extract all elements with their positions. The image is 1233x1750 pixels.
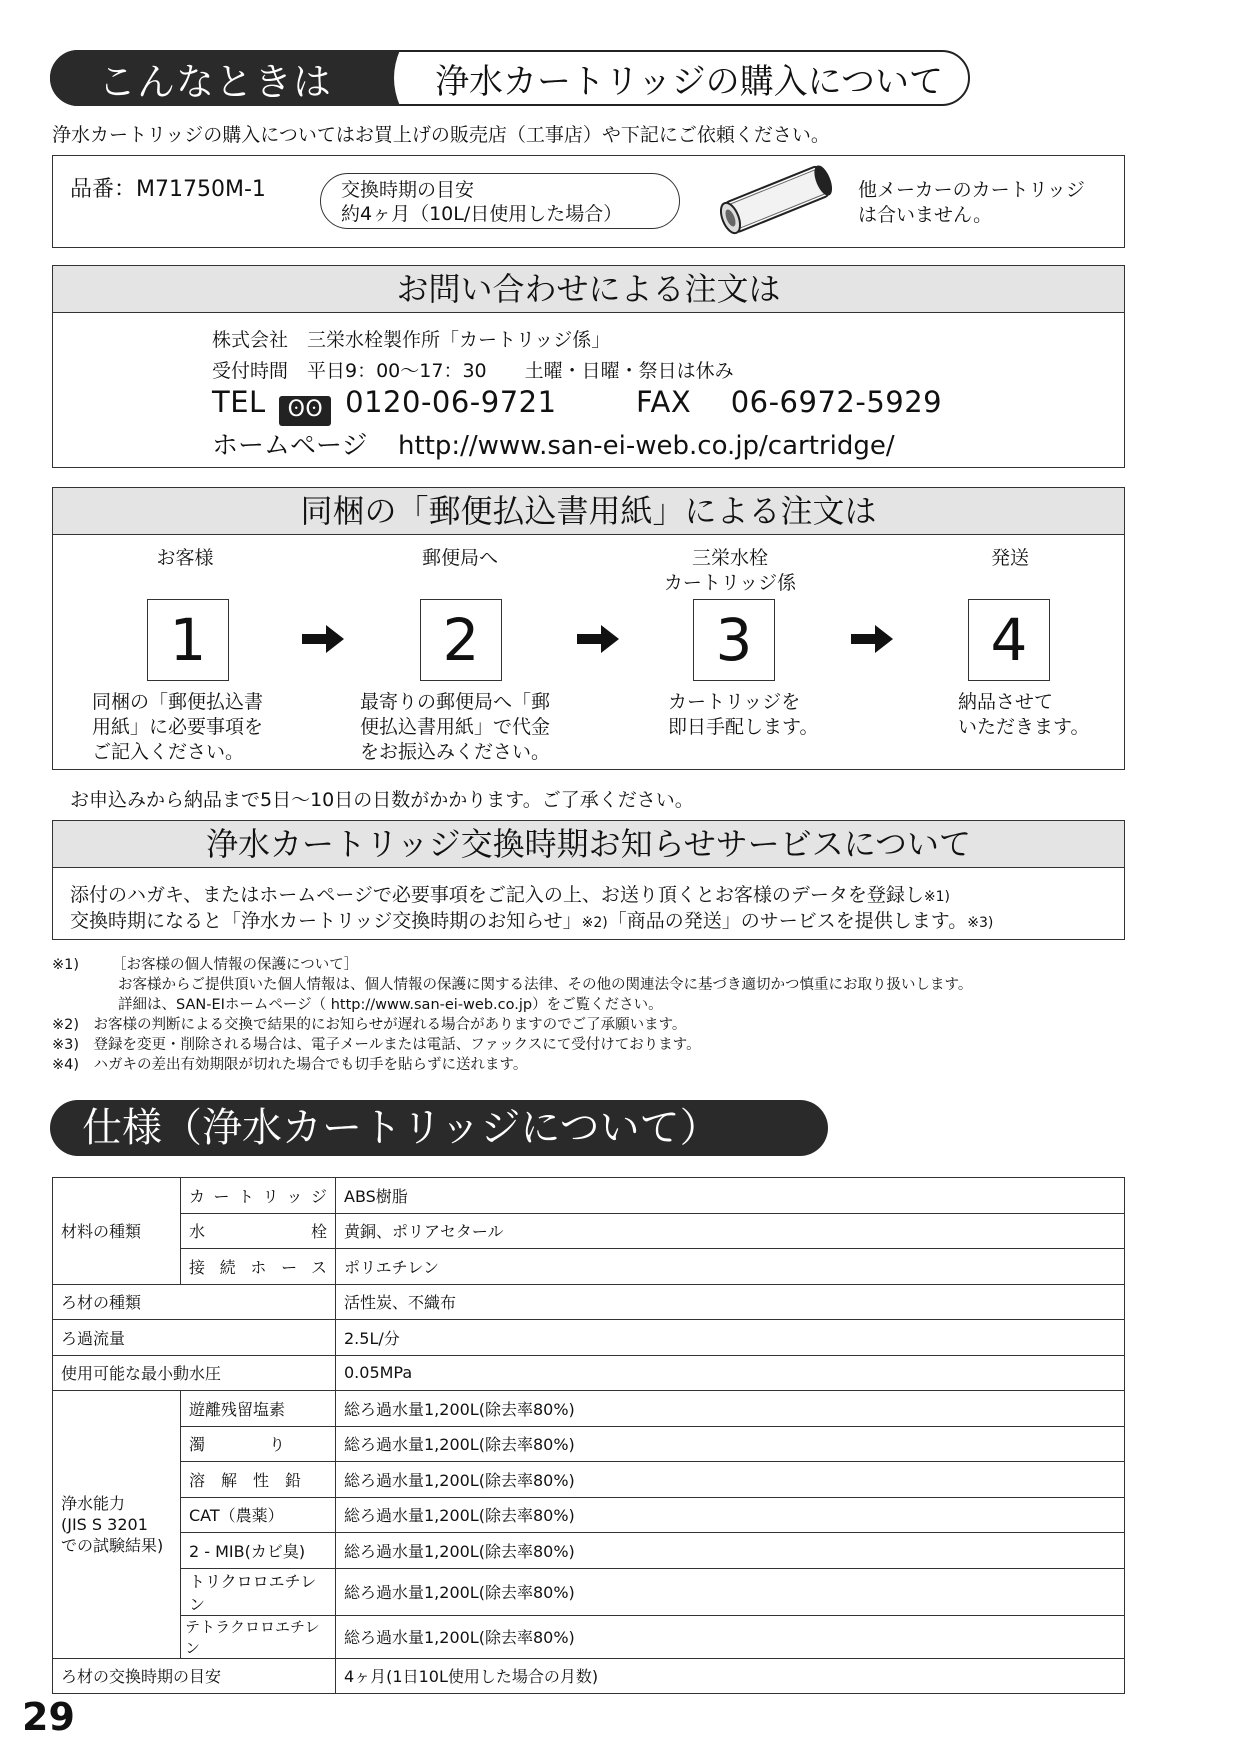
fax-label: FAX (636, 385, 692, 419)
table-row (53, 1568, 1125, 1615)
capacity-group-line: (JIS S 3201 (61, 1514, 148, 1534)
step-2-box: 2 (420, 599, 502, 681)
reception-hours: 受付時間 平日9：00～17：30 土曜・日曜・祭日は休み (212, 360, 734, 382)
capacity-label: 遊離残留塩素 (181, 1391, 336, 1427)
step-4-label: 発送 (990, 547, 1029, 569)
capacity-value: 総ろ過水量1,200L(除去率80%) (336, 1615, 1125, 1658)
section-header-purchase (50, 50, 970, 106)
filter-type-value: 活性炭、不織布 (336, 1284, 1125, 1320)
footnote-3: ※3) 登録を変更・削除される場合は、電子メールまたは電話、ファックスにて受付けております。 (52, 1037, 701, 1053)
replacement-oval (320, 173, 680, 229)
table-row (53, 1213, 1125, 1249)
note-line-1: 他メーカーのカートリッジ (858, 179, 1085, 201)
capacity-group-line: 浄水能力 (61, 1493, 126, 1513)
step-1-label: お客様 (156, 547, 214, 569)
step-3-desc-line: カートリッジを (668, 691, 801, 713)
hose-label: 接続ホース (181, 1249, 336, 1285)
step-3-desc-line: 即日手配します。 (668, 716, 819, 738)
fax-number: 06-6972-5929 (730, 385, 943, 419)
step-2-desc-line: 最寄りの郵便局へ「郵 (360, 691, 551, 713)
section-header-specs: 仕様（浄水カートリッジについて） (50, 1100, 828, 1156)
capacity-label: テトラクロロエチレン (181, 1615, 336, 1658)
table-row (53, 1497, 1125, 1533)
capacity-label: 2 - MIB(カビ臭) (181, 1533, 336, 1569)
intro-text: 浄水カートリッジの購入についてはお買上げの販売店（工事店）や下記にご依頼ください。 (52, 124, 830, 146)
step-3-label (655, 546, 805, 596)
company-name: 株式会社 三栄水栓製作所「カートリッジ係」 (212, 329, 611, 351)
step-2-desc (360, 690, 550, 765)
arrow-right-icon (577, 625, 619, 653)
freedial-icon: ʘʘ (279, 396, 331, 426)
capacity-label: トリクロロエチレン (181, 1568, 336, 1615)
cartridge-value: ABS樹脂 (336, 1178, 1125, 1214)
table-row (53, 1615, 1125, 1658)
cartridge-illustration (705, 160, 845, 240)
delivery-days-note: お申込みから納品まで5日～10日の日数がかかります。ご了承ください。 (70, 789, 694, 811)
faucet-label: 水 栓 (181, 1213, 336, 1249)
footnote-1-title: ［お客様の個人情報の保護について］ (112, 957, 359, 973)
cartridge-label: カートリッジ (181, 1178, 336, 1214)
homepage-url[interactable]: http://www.san-ei-web.co.jp/cartridge/ (398, 431, 895, 461)
footnote-ref: ※3) (967, 915, 994, 931)
faucet-value: 黄銅、ポリアセタール (336, 1213, 1125, 1249)
footnote-ref: ※1) (923, 889, 950, 905)
header-light-label: 浄水カートリッジの購入について (435, 61, 943, 102)
step-1-desc-line: ご記入ください。 (92, 741, 245, 763)
capacity-value: 総ろ過水量1,200L(除去率80%) (336, 1568, 1125, 1615)
capacity-group-cell (53, 1391, 181, 1659)
table-row (53, 1178, 1125, 1214)
table-row (53, 1533, 1125, 1569)
note-line-2: は合いません。 (858, 204, 993, 226)
service-line-2 (70, 906, 993, 933)
table-row (53, 1249, 1125, 1285)
step-4-desc-line: いただきます。 (958, 716, 1090, 738)
service-line-2-text: 「商品の発送」のサービスを提供します。 (607, 910, 968, 932)
table-row (53, 1320, 1125, 1356)
page-number: 29 (22, 1695, 75, 1739)
capacity-label: 濁 り (181, 1426, 336, 1462)
service-title: 浄水カートリッジ交換時期お知らせサービスについて (53, 821, 1124, 868)
header-dark-label: こんなときは (50, 50, 380, 106)
step-3-label-line-1: 三栄水栓 (691, 547, 768, 569)
header-divider (380, 50, 435, 106)
contact-title: お問い合わせによる注文は (53, 266, 1124, 313)
capacity-value: 総ろ過水量1,200L(除去率80%) (336, 1426, 1125, 1462)
capacity-value: 総ろ過水量1,200L(除去率80%) (336, 1533, 1125, 1569)
footnote-2: ※2) お客様の判断による交換で結果的にお知らせが遅れる場合がありますのでご了承願います。 (52, 1017, 687, 1033)
capacity-value: 総ろ過水量1,200L(除去率80%) (336, 1497, 1125, 1533)
oval-line-1: 交換時期の目安 (341, 179, 475, 201)
step-3-label-line-2: カートリッジ係 (663, 572, 797, 594)
table-row (53, 1284, 1125, 1320)
compatibility-note (858, 178, 1085, 228)
step-2-desc-line: 便払込書用紙」で代金 (360, 716, 551, 738)
part-number: 品番：M71750M-1 (70, 177, 266, 202)
homepage-row (212, 425, 895, 462)
footnote-ref: ※2) (581, 915, 608, 931)
step-1-desc-line: 用紙」に必要事項を (92, 716, 264, 738)
postal-title: 同梱の「郵便払込書用紙」による注文は (53, 488, 1124, 535)
capacity-value: 総ろ過水量1,200L(除去率80%) (336, 1391, 1125, 1427)
pressure-value: 0.05MPa (336, 1355, 1125, 1391)
table-row (53, 1658, 1125, 1694)
replace-label: ろ材の交換時期の目安 (53, 1658, 336, 1694)
step-2-label: 郵便局へ (421, 547, 498, 569)
service-line-1-text: 添付のハガキ、またはホームページで必要事項をご記入の上、お送り頂くとお客様のデータを登録し (70, 884, 924, 906)
arrow-right-icon (851, 625, 893, 653)
homepage-label: ホームページ (212, 431, 368, 461)
spec-table (52, 1177, 1125, 1694)
tel-fax-row (212, 385, 942, 426)
step-4-desc (958, 690, 1089, 740)
material-group-cell: 材料の種類 (53, 1178, 181, 1285)
flow-value: 2.5L/分 (336, 1320, 1125, 1356)
step-1-box: 1 (147, 599, 229, 681)
step-2-desc-line: をお振込みください。 (360, 741, 551, 763)
table-row (53, 1426, 1125, 1462)
filter-type-label: ろ材の種類 (53, 1284, 336, 1320)
replace-value: 4ヶ月(1日10L使用した場合の月数) (336, 1658, 1125, 1694)
step-4-box: 4 (968, 599, 1050, 681)
flow-label: ろ過流量 (53, 1320, 336, 1356)
oval-line-2: 約4ヶ月（10L/日使用した場合） (341, 203, 623, 225)
step-1-desc-line: 同梱の「郵便払込書 (92, 691, 264, 713)
hose-value: ポリエチレン (336, 1249, 1125, 1285)
step-3-box: 3 (693, 599, 775, 681)
capacity-group-line: での試験結果) (61, 1535, 164, 1555)
footnote-1-mark: ※1) (52, 957, 80, 973)
tel-number: 0120-06-9721 (345, 385, 557, 419)
step-3-desc (668, 690, 818, 740)
tel-label: TEL (212, 385, 266, 419)
footnote-1-body-2: 詳細は、SAN-EIホームページ（ http://www.san-ei-web.co.jp）をご覧ください。 (118, 997, 663, 1013)
step-1-desc (92, 690, 263, 765)
capacity-label: 溶 解 性 鉛 (181, 1462, 336, 1498)
arrow-right-icon (302, 625, 344, 653)
service-line-2-text: 交換時期になると「浄水カートリッジ交換時期のお知らせ」 (70, 910, 582, 932)
step-4-desc-line: 納品させて (958, 691, 1054, 713)
footnote-1-body-1: お客様からご提供頂いた個人情報は、個人情報の保護に関する法律、その他の関連法令に基づき適切かつ慎重にお取り扱いします。 (118, 977, 973, 993)
table-row (53, 1462, 1125, 1498)
capacity-value: 総ろ過水量1,200L(除去率80%) (336, 1462, 1125, 1498)
capacity-label: CAT（農薬） (181, 1497, 336, 1533)
table-row (53, 1355, 1125, 1391)
footnote-4: ※4) ハガキの差出有効期限が切れた場合でも切手を貼らずに送れます。 (52, 1057, 528, 1073)
pressure-label: 使用可能な最小動水圧 (53, 1355, 336, 1391)
service-line-1 (70, 880, 950, 907)
table-row (53, 1391, 1125, 1427)
